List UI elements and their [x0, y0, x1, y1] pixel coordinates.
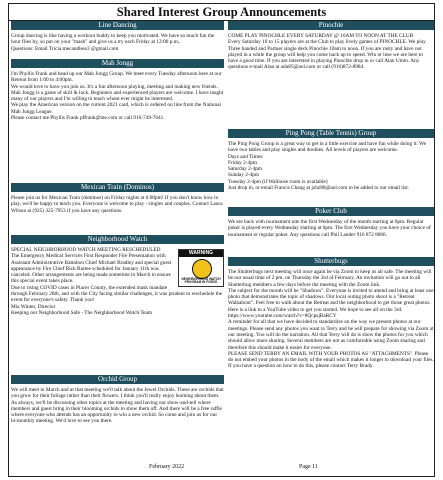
orchid-body: We will meet in March and at that meeting we'll talk about the Jewel Orchids. These are orchids that you grow for their foliage rather than their flowers. I think you'll really enjoy learning about them. As always, we'll be discussing other topics at the meeting and having our show-and-tell where members and guest bring in their blooming orchids to show them off. And there will be a free raffle where everyone who attends has an opportunity to win a new orchid. So come and join us for our bi-monthly meeting. We'd love to see you there. — [11, 387, 224, 425]
orchid-section — [11, 375, 224, 425]
pinochle-section — [228, 21, 434, 71]
shutterbugs-section — [228, 257, 434, 370]
poker-section — [228, 207, 434, 238]
mexican-train-body: Please join us for Mexican Train (dominos) on Friday nights at 6:00pm! If you don't know how to play, we'd be happy to teach you. Everyone is welcome to play - singles and couples. Contact Laura Wilson at (925) 325-7953 if you have any questions. — [11, 195, 223, 214]
mexican-train-header: Mexican Train (Dominos) — [11, 183, 224, 192]
sign-caption: NEIGHBORHOOD WATCH PROGRAM IN FORCE — [181, 276, 221, 285]
mexican-train-section — [11, 183, 224, 214]
line-dancing-section — [11, 21, 224, 52]
footer-page-number: Page 11 — [299, 464, 318, 470]
mah-jongg-body: I'm Phyllis Frank and head up our Mah Jongg Group. We meet every Tuesday afternoon here at our Retreat from 1:00 to 4:00pm. We would love to have you join us. It's a fun afternoon playing, meeting and making new friends. Mah Jongg is a game of skill & luck. Beginners and experienced players are welcome. I have taught many of our players and I'm willing to teach whom ever might be interested. We play the American version on the current 2021 card, which is ordered on line from the National Mah Jongg League. Please contact me Phyllis Frank pffrank@me.com or call 916-749-7641. — [11, 71, 224, 122]
pinochle-header: Pinochle — [228, 21, 434, 30]
ping-pong-header: Ping Pong (Table Tennis) Group — [228, 129, 434, 138]
mah-jongg-header: Mah Jongg — [11, 59, 224, 68]
orchid-header: Orchid Group — [11, 375, 224, 384]
neighborhood-watch-sign — [178, 249, 224, 287]
poker-body: We are back with tournament nite the first Wednesday of the month starting at 6pm. Regular poker is played every Wednesday starting at 6pm. The first Wednesday you have your choice of tournament or regular poker. Any questions call Phil Lander 916 872 8060. — [228, 219, 431, 238]
neighborhood-watch-section — [11, 235, 224, 316]
bulletin-page — [8, 3, 435, 477]
shutterbugs-header: Shutterbugs — [228, 257, 434, 266]
neighborhood-watch-header: Neighborhood Watch — [11, 235, 224, 244]
neighborhood-watch-body: SPECIAL NEIGHBORHOOD WATCH MEETING RESCHEDULED The Emergency Medical Services First Responder Fire Presentation with Assistant Administrative Battalion Chief Michael Bradley and special guest appearance by Fire Chief Rick Bartee scheduled for January 11th was canceled. Other arrangements are being made sometime in March to ensure this special event takes place. Due to rising COVID cases in Placer County, the extended mask mandate through February 28th, and with the City facing similar challenges, it was prudent to reschedule the event for everyone's safety. Thank you! Mia Winter, Director Keeping our Neighborhood Safe - The Neighborhood Watch Team — [11, 247, 223, 316]
mah-jongg-section — [11, 59, 224, 121]
footer-date: February 2022 — [149, 464, 185, 470]
ping-pong-section — [228, 129, 434, 191]
watch-eye-icon — [192, 259, 212, 279]
ping-pong-body: The Ping Pong Group is a great way to get in a little exercise and have fun while doing it. We have two tables and play singles and doubles. All levels of players are welcome. Days and Times: Friday 2-4pm Saturday 2-4pm Sunday 2-4pm Tuesday 2-4pm (if Wallnose room is available) Just drop in, or email Francis Chang at jzhz88@aol.com to be added to our email list. — [228, 141, 426, 192]
shutterbugs-body: The Shutterbugs next meeting will once again be via Zoom to keep us all safe. The meeting will be our usual time of 2 pm. on Thursday the 3rd of February. An invitation will go out to all Shutterbug members a few days before the meeting with the Zoom link. The subject for the month will be "Shadows". Everyone is invited to attend and bring at least one photo that demonstrates the topic of shadows. Our local outing photo shoot is a "Retreat Walkabout". Feel free to walk about the Retreat and the neighborhood to get those great photos. Here is a link to a YouTube video to get you started. We hope to see all on the 3rd. https://www.youtube.com/watch?v=8QcpsjBaRCY A reminder for all that we have decided to standardize on the way we present photos at our meetings. Please send any photos you want to Terry and he will prepare for showing via Zoom at our meeting. You will do the narration. All that Terry will do is show the photos for you which should allow more sharing. Several members are not as comfortable using Zoom sharing and therefore this should make it easier for everyone. PLEASE SEND TERRY AN EMAIL WITH YOUR PHOTOS AS "ATTACHMENTS". Please do not embed your photos in the body of the email which makes it longer to download your files. If you have a question on how to do this, please contact Terry Brady. — [228, 269, 434, 370]
pinochle-body: COME PLAY PINOCHLE EVERY SATURDAY @ 10AM TO NOON AT THE CLUB Every Saturday 10 to 15 players are at the Club to play lively games of PINOCHLE. We play Three handed and Partner single deck Pinochle 10am to noon. If you are rusty and have not played in a while the group will help you come back up to speed. Win or lose we are here to have a good time. If you are interested in playing Pinochle drop in or call Alan Umm. Any questions e-mail Alan at adu85@aol.com or call (916)872-8984. — [228, 33, 426, 71]
sign-warning-label: WARNING — [179, 250, 223, 257]
line-dancing-body: Group dancing is like having a workout buddy to keep you motivated. We have so much fun the hour flies by, so put on your "mask" and give us a try each Friday at 12:00 p.m.. Questions: Email Tricia.mecandless3 @gmail.com — [11, 33, 215, 52]
line-dancing-header: Line Dancing — [11, 21, 224, 30]
page-title: Shared Interest Group Announcements — [9, 4, 434, 21]
poker-header: Poker Club — [228, 207, 434, 216]
